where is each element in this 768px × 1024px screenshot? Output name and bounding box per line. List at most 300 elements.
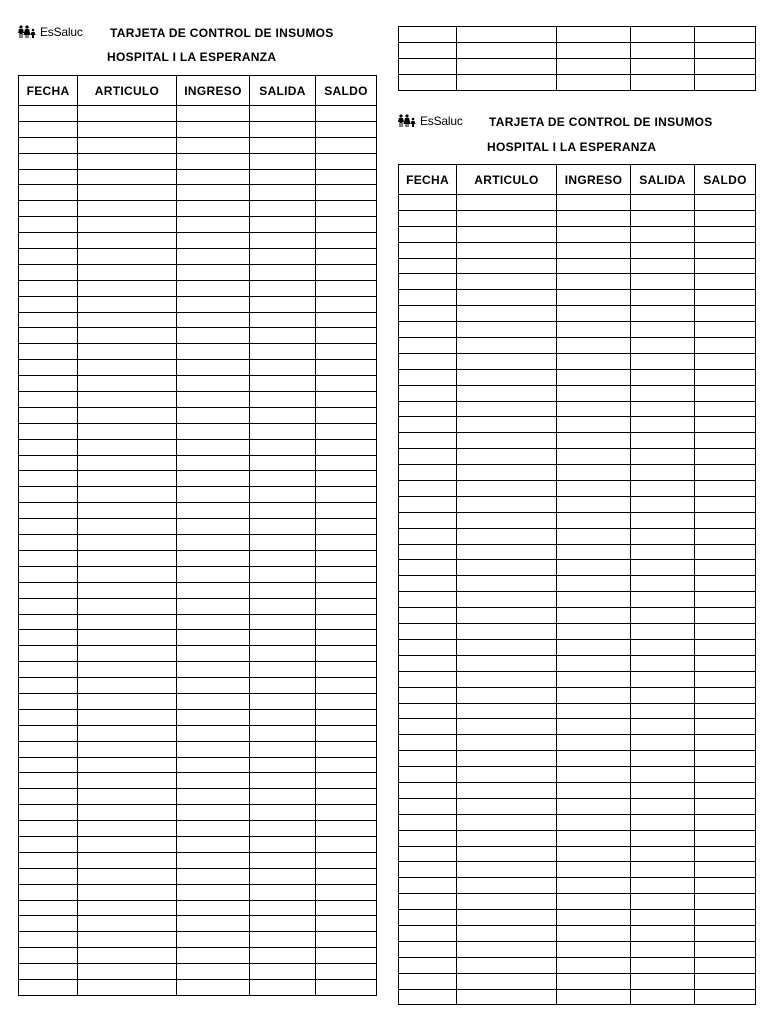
cell-salida (631, 274, 695, 290)
table-row (19, 535, 377, 551)
cell-fecha (19, 614, 78, 630)
cell-salida (631, 401, 695, 417)
cell-ingreso (177, 964, 250, 980)
cell-saldo (695, 576, 756, 592)
cell-articulo (457, 449, 557, 465)
cell-articulo (457, 242, 557, 258)
cell-saldo (695, 767, 756, 783)
cell-articulo (78, 503, 177, 519)
cell-ingreso (557, 973, 631, 989)
cell-articulo (78, 217, 177, 233)
cell-ingreso (177, 678, 250, 694)
cell-saldo (316, 360, 377, 376)
cell-ingreso (557, 608, 631, 624)
cell-fecha (399, 528, 457, 544)
cell-ingreso (177, 916, 250, 932)
cell-ingreso (557, 560, 631, 576)
cell-fecha (399, 830, 457, 846)
cell-articulo (78, 773, 177, 789)
cell-ingreso (177, 630, 250, 646)
cell-articulo (457, 369, 557, 385)
table-row (19, 201, 377, 217)
cell-articulo (78, 805, 177, 821)
cell-salida (631, 957, 695, 973)
cell-ingreso (177, 519, 250, 535)
cell-articulo (457, 512, 557, 528)
cell-salida (631, 210, 695, 226)
cell-saldo (316, 900, 377, 916)
cell-articulo (78, 821, 177, 837)
cell-saldo (695, 719, 756, 735)
cell-salida (631, 639, 695, 655)
cell-ingreso (177, 280, 250, 296)
cell-saldo (695, 957, 756, 973)
cell-ingreso (557, 719, 631, 735)
cell-articulo (457, 417, 557, 433)
table-row (19, 487, 377, 503)
cell-articulo (78, 852, 177, 868)
cell-articulo (457, 767, 557, 783)
cell-fecha (19, 392, 78, 408)
table-row (19, 328, 377, 344)
cell-ingreso (177, 264, 250, 280)
cell-salida (631, 941, 695, 957)
column-header-articulo: ARTICULO (457, 165, 557, 195)
cell-fecha (19, 709, 78, 725)
family-icon (17, 25, 39, 39)
cell-salida (631, 417, 695, 433)
cell-salida (631, 751, 695, 767)
cell-salida (250, 852, 316, 868)
cell-articulo (457, 639, 557, 655)
cell-salida (250, 598, 316, 614)
cell-fecha (19, 153, 78, 169)
cell-saldo (316, 376, 377, 392)
cell-salida (631, 703, 695, 719)
cell-fecha (399, 655, 457, 671)
cell-fecha (19, 249, 78, 265)
cell-saldo (316, 153, 377, 169)
cell-saldo (316, 630, 377, 646)
cell-ingreso (177, 423, 250, 439)
cell-fecha (19, 106, 78, 122)
cell-ingreso (177, 852, 250, 868)
table-row (19, 233, 377, 249)
table-row (399, 560, 756, 576)
column-header-fecha: FECHA (19, 76, 78, 106)
cell-fecha (19, 169, 78, 185)
cell-saldo (695, 624, 756, 640)
cell-articulo (78, 376, 177, 392)
cell-ingreso (557, 624, 631, 640)
table-row (399, 639, 756, 655)
cell-ingreso (557, 274, 631, 290)
cell-salida (250, 630, 316, 646)
cell-saldo (316, 423, 377, 439)
cell-saldo (695, 290, 756, 306)
cell-fecha (399, 941, 457, 957)
cell-salida (250, 805, 316, 821)
cell-ingreso (177, 773, 250, 789)
table-row (399, 687, 756, 703)
cell-saldo (316, 662, 377, 678)
cell-saldo (316, 979, 377, 995)
table-row (19, 964, 377, 980)
cell-salida (250, 789, 316, 805)
cell-articulo (78, 535, 177, 551)
cell-ingreso (177, 217, 250, 233)
family-icon (397, 114, 419, 128)
cell-articulo (78, 550, 177, 566)
cell-articulo (457, 43, 557, 59)
cell-salida (631, 592, 695, 608)
cell-saldo (316, 916, 377, 932)
cell-ingreso (557, 290, 631, 306)
cell-saldo (316, 773, 377, 789)
cell-fecha (19, 344, 78, 360)
cell-saldo (316, 169, 377, 185)
cell-salida (250, 201, 316, 217)
table-row (399, 27, 756, 43)
cell-saldo (316, 328, 377, 344)
cell-fecha (399, 449, 457, 465)
cell-articulo (78, 328, 177, 344)
cell-ingreso (177, 296, 250, 312)
cell-fecha (399, 639, 457, 655)
cell-saldo (316, 646, 377, 662)
table-row (19, 249, 377, 265)
cell-fecha (19, 137, 78, 153)
cell-fecha (399, 274, 457, 290)
cell-articulo (78, 106, 177, 122)
cell-articulo (457, 433, 557, 449)
cell-ingreso (557, 433, 631, 449)
cell-saldo (316, 948, 377, 964)
cell-ingreso (557, 258, 631, 274)
cell-ingreso (557, 878, 631, 894)
cell-salida (250, 392, 316, 408)
cell-articulo (457, 481, 557, 497)
cell-ingreso (557, 576, 631, 592)
cell-salida (631, 782, 695, 798)
table-row (399, 195, 756, 211)
cell-ingreso (557, 496, 631, 512)
table-row (399, 449, 756, 465)
cell-saldo (316, 789, 377, 805)
cell-fecha (19, 471, 78, 487)
table-row (19, 916, 377, 932)
table-row (19, 582, 377, 598)
cell-saldo (316, 884, 377, 900)
cell-saldo (316, 392, 377, 408)
table-row (399, 846, 756, 862)
table-row (19, 630, 377, 646)
cell-articulo (457, 878, 557, 894)
cell-ingreso (177, 249, 250, 265)
cell-salida (250, 106, 316, 122)
cell-ingreso (557, 751, 631, 767)
cell-salida (250, 169, 316, 185)
cell-fecha (399, 560, 457, 576)
cell-saldo (695, 989, 756, 1005)
cell-articulo (457, 894, 557, 910)
cell-saldo (695, 322, 756, 338)
cell-fecha (399, 608, 457, 624)
table-row (399, 767, 756, 783)
cell-saldo (316, 566, 377, 582)
table-row (399, 894, 756, 910)
cell-salida (250, 550, 316, 566)
cell-fecha (399, 798, 457, 814)
cell-ingreso (177, 233, 250, 249)
cell-ingreso (177, 979, 250, 995)
table-row (19, 407, 377, 423)
cell-salida (631, 608, 695, 624)
cell-fecha (19, 789, 78, 805)
cell-ingreso (557, 353, 631, 369)
cell-articulo (457, 544, 557, 560)
cell-ingreso (557, 639, 631, 655)
cell-salida (631, 512, 695, 528)
cell-salida (631, 576, 695, 592)
cell-salida (250, 932, 316, 948)
cell-fecha (399, 862, 457, 878)
cell-articulo (78, 836, 177, 852)
cell-articulo (457, 703, 557, 719)
cell-articulo (457, 75, 557, 91)
cell-ingreso (557, 767, 631, 783)
cell-fecha (19, 868, 78, 884)
cell-saldo (316, 519, 377, 535)
cell-fecha (19, 725, 78, 741)
cell-ingreso (557, 306, 631, 322)
cell-articulo (78, 407, 177, 423)
cell-ingreso (557, 528, 631, 544)
cell-articulo (78, 566, 177, 582)
cell-saldo (695, 782, 756, 798)
cell-fecha (19, 852, 78, 868)
table-row (19, 598, 377, 614)
cell-articulo (457, 258, 557, 274)
control-table-right (398, 164, 756, 1005)
table-row (19, 519, 377, 535)
cell-saldo (695, 306, 756, 322)
cell-fecha (19, 519, 78, 535)
cell-articulo (457, 719, 557, 735)
cell-salida (631, 75, 695, 91)
column-header-ingreso: INGRESO (557, 165, 631, 195)
cell-salida (631, 195, 695, 211)
cell-articulo (78, 471, 177, 487)
cell-ingreso (177, 614, 250, 630)
cell-saldo (695, 655, 756, 671)
cell-salida (250, 948, 316, 964)
cell-salida (250, 121, 316, 137)
card-title: TARJETA DE CONTROL DE INSUMOS (489, 115, 713, 129)
cell-articulo (457, 496, 557, 512)
cell-ingreso (177, 566, 250, 582)
cell-articulo (457, 195, 557, 211)
cell-salida (631, 655, 695, 671)
cell-saldo (695, 75, 756, 91)
cell-saldo (695, 894, 756, 910)
table-row (19, 153, 377, 169)
table-row (399, 862, 756, 878)
cell-salida (250, 900, 316, 916)
cell-fecha (19, 948, 78, 964)
cell-ingreso (177, 360, 250, 376)
cell-articulo (457, 846, 557, 862)
cell-saldo (695, 274, 756, 290)
cell-fecha (19, 979, 78, 995)
cell-articulo (78, 614, 177, 630)
cell-articulo (78, 757, 177, 773)
cell-fecha (19, 360, 78, 376)
cell-salida (250, 535, 316, 551)
table-row (19, 392, 377, 408)
cell-ingreso (177, 407, 250, 423)
table-row (19, 725, 377, 741)
cell-articulo (457, 608, 557, 624)
cell-saldo (695, 544, 756, 560)
cell-saldo (316, 487, 377, 503)
cell-articulo (457, 210, 557, 226)
table-row (399, 433, 756, 449)
cell-ingreso (557, 957, 631, 973)
cell-ingreso (557, 703, 631, 719)
cell-ingreso (177, 836, 250, 852)
cell-fecha (19, 423, 78, 439)
cell-fecha (19, 821, 78, 837)
cell-articulo (78, 201, 177, 217)
cell-saldo (695, 369, 756, 385)
cell-fecha (399, 433, 457, 449)
cell-fecha (399, 338, 457, 354)
table-row (399, 973, 756, 989)
cell-articulo (457, 338, 557, 354)
cell-ingreso (557, 544, 631, 560)
cell-articulo (78, 233, 177, 249)
cell-articulo (457, 782, 557, 798)
table-row (399, 43, 756, 59)
cell-salida (250, 646, 316, 662)
cell-ingreso (177, 201, 250, 217)
cell-salida (631, 226, 695, 242)
table-row (19, 423, 377, 439)
cell-salida (250, 439, 316, 455)
cell-saldo (695, 798, 756, 814)
cell-saldo (695, 433, 756, 449)
table-row (399, 814, 756, 830)
cell-salida (631, 43, 695, 59)
table-row (19, 439, 377, 455)
logo-text: EsSaluc (40, 25, 83, 39)
cell-articulo (457, 576, 557, 592)
cell-ingreso (177, 900, 250, 916)
table-row (399, 925, 756, 941)
cell-fecha (399, 306, 457, 322)
cell-ingreso (557, 27, 631, 43)
table-row (19, 836, 377, 852)
cell-salida (631, 830, 695, 846)
cell-saldo (316, 217, 377, 233)
cell-fecha (399, 782, 457, 798)
table-row (399, 496, 756, 512)
cell-salida (631, 242, 695, 258)
cell-fecha (19, 233, 78, 249)
table-row (399, 417, 756, 433)
table-row (19, 884, 377, 900)
cell-salida (631, 385, 695, 401)
table-row (399, 798, 756, 814)
cell-articulo (457, 624, 557, 640)
cell-fecha (399, 735, 457, 751)
cell-articulo (78, 693, 177, 709)
cell-articulo (78, 312, 177, 328)
cell-articulo (457, 814, 557, 830)
table-header-row (19, 76, 377, 106)
cell-fecha (19, 280, 78, 296)
cell-salida (631, 925, 695, 941)
cell-salida (631, 671, 695, 687)
cell-fecha (19, 535, 78, 551)
cell-fecha (19, 598, 78, 614)
cell-articulo (78, 169, 177, 185)
cell-fecha (19, 582, 78, 598)
table-row (19, 709, 377, 725)
column-header-ingreso: INGRESO (177, 76, 250, 106)
cell-fecha (19, 264, 78, 280)
cell-saldo (695, 449, 756, 465)
cell-ingreso (557, 941, 631, 957)
cell-ingreso (177, 153, 250, 169)
cell-ingreso (177, 646, 250, 662)
cell-salida (250, 217, 316, 233)
card-title: TARJETA DE CONTROL DE INSUMOS (110, 26, 334, 40)
cell-saldo (695, 878, 756, 894)
cell-articulo (457, 385, 557, 401)
cell-fecha (399, 417, 457, 433)
cell-saldo (316, 344, 377, 360)
cell-saldo (316, 582, 377, 598)
cell-fecha (399, 751, 457, 767)
table-row (19, 932, 377, 948)
table-row (399, 528, 756, 544)
cell-ingreso (177, 550, 250, 566)
cell-articulo (457, 655, 557, 671)
cell-fecha (399, 814, 457, 830)
cell-saldo (695, 465, 756, 481)
cell-articulo (78, 137, 177, 153)
cell-salida (250, 280, 316, 296)
cell-saldo (695, 43, 756, 59)
cell-articulo (78, 582, 177, 598)
table-row (19, 471, 377, 487)
cell-articulo (78, 948, 177, 964)
cell-fecha (399, 592, 457, 608)
column-header-articulo: ARTICULO (78, 76, 177, 106)
cell-articulo (457, 687, 557, 703)
cell-fecha (19, 916, 78, 932)
table-row (19, 455, 377, 471)
cell-articulo (457, 973, 557, 989)
cell-saldo (316, 550, 377, 566)
cell-salida (631, 862, 695, 878)
cell-salida (250, 264, 316, 280)
cell-fecha (399, 624, 457, 640)
cell-ingreso (177, 137, 250, 153)
cell-articulo (78, 789, 177, 805)
